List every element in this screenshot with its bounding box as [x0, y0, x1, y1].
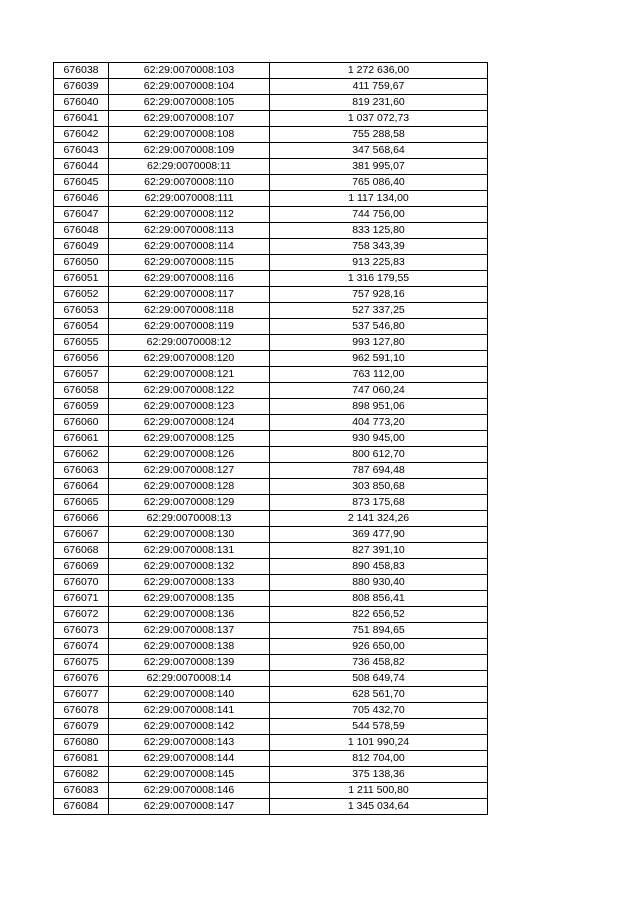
cadastral-number-cell: 62:29:0070008:135	[109, 591, 270, 607]
table-row	[54, 511, 488, 527]
table-row	[54, 639, 488, 655]
value-cell: 765 086,40	[270, 175, 488, 191]
cadastral-number-cell: 62:29:0070008:103	[109, 63, 270, 79]
value-cell: 873 175,68	[270, 495, 488, 511]
value-cell: 369 477,90	[270, 527, 488, 543]
value-cell: 1 316 179,55	[270, 271, 488, 287]
table-row	[54, 431, 488, 447]
row-number-cell: 676070	[54, 575, 109, 591]
cadastral-number-cell: 62:29:0070008:121	[109, 367, 270, 383]
table-row	[54, 159, 488, 175]
table-body	[54, 63, 488, 815]
value-cell: 705 432,70	[270, 703, 488, 719]
cadastral-number-cell: 62:29:0070008:128	[109, 479, 270, 495]
value-cell: 898 951,06	[270, 399, 488, 415]
value-cell: 880 930,40	[270, 575, 488, 591]
cadastral-number-cell: 62:29:0070008:147	[109, 799, 270, 815]
cadastral-number-cell: 62:29:0070008:107	[109, 111, 270, 127]
table-row	[54, 223, 488, 239]
value-cell: 1 117 134,00	[270, 191, 488, 207]
table-row	[54, 271, 488, 287]
cadastral-value-table	[53, 62, 488, 815]
value-cell: 926 650,00	[270, 639, 488, 655]
row-number-cell: 676064	[54, 479, 109, 495]
table-row	[54, 239, 488, 255]
row-number-cell: 676079	[54, 719, 109, 735]
value-cell: 2 141 324,26	[270, 511, 488, 527]
cadastral-number-cell: 62:29:0070008:111	[109, 191, 270, 207]
cadastral-number-cell: 62:29:0070008:12	[109, 335, 270, 351]
row-number-cell: 676082	[54, 767, 109, 783]
table-row	[54, 655, 488, 671]
cadastral-number-cell: 62:29:0070008:11	[109, 159, 270, 175]
value-cell: 628 561,70	[270, 687, 488, 703]
cadastral-number-cell: 62:29:0070008:122	[109, 383, 270, 399]
value-cell: 1 345 034,64	[270, 799, 488, 815]
row-number-cell: 676055	[54, 335, 109, 351]
table-row	[54, 751, 488, 767]
cadastral-number-cell: 62:29:0070008:144	[109, 751, 270, 767]
table-row	[54, 191, 488, 207]
row-number-cell: 676057	[54, 367, 109, 383]
cadastral-number-cell: 62:29:0070008:115	[109, 255, 270, 271]
cadastral-number-cell: 62:29:0070008:140	[109, 687, 270, 703]
value-cell: 508 649,74	[270, 671, 488, 687]
row-number-cell: 676083	[54, 783, 109, 799]
cadastral-number-cell: 62:29:0070008:116	[109, 271, 270, 287]
cadastral-number-cell: 62:29:0070008:119	[109, 319, 270, 335]
table-row	[54, 127, 488, 143]
row-number-cell: 676073	[54, 623, 109, 639]
row-number-cell: 676053	[54, 303, 109, 319]
row-number-cell: 676067	[54, 527, 109, 543]
value-cell: 993 127,80	[270, 335, 488, 351]
value-cell: 1 101 990,24	[270, 735, 488, 751]
table-row	[54, 367, 488, 383]
value-cell: 1 272 636,00	[270, 63, 488, 79]
row-number-cell: 676058	[54, 383, 109, 399]
table-row	[54, 79, 488, 95]
value-cell: 822 656,52	[270, 607, 488, 623]
row-number-cell: 676050	[54, 255, 109, 271]
row-number-cell: 676066	[54, 511, 109, 527]
table-row	[54, 143, 488, 159]
row-number-cell: 676072	[54, 607, 109, 623]
cadastral-number-cell: 62:29:0070008:126	[109, 447, 270, 463]
cadastral-number-cell: 62:29:0070008:130	[109, 527, 270, 543]
row-number-cell: 676045	[54, 175, 109, 191]
table-row	[54, 671, 488, 687]
table-row	[54, 719, 488, 735]
value-cell: 544 578,59	[270, 719, 488, 735]
row-number-cell: 676065	[54, 495, 109, 511]
cadastral-number-cell: 62:29:0070008:139	[109, 655, 270, 671]
cadastral-number-cell: 62:29:0070008:108	[109, 127, 270, 143]
value-cell: 755 288,58	[270, 127, 488, 143]
value-cell: 787 694,48	[270, 463, 488, 479]
cadastral-number-cell: 62:29:0070008:146	[109, 783, 270, 799]
row-number-cell: 676071	[54, 591, 109, 607]
table-row	[54, 591, 488, 607]
table-row	[54, 447, 488, 463]
row-number-cell: 676077	[54, 687, 109, 703]
row-number-cell: 676075	[54, 655, 109, 671]
cadastral-number-cell: 62:29:0070008:129	[109, 495, 270, 511]
cadastral-number-cell: 62:29:0070008:105	[109, 95, 270, 111]
cadastral-number-cell: 62:29:0070008:117	[109, 287, 270, 303]
row-number-cell: 676076	[54, 671, 109, 687]
cadastral-number-cell: 62:29:0070008:131	[109, 543, 270, 559]
row-number-cell: 676052	[54, 287, 109, 303]
value-cell: 381 995,07	[270, 159, 488, 175]
cadastral-number-cell: 62:29:0070008:143	[109, 735, 270, 751]
table-row	[54, 95, 488, 111]
value-cell: 827 391,10	[270, 543, 488, 559]
row-number-cell: 676062	[54, 447, 109, 463]
table-row	[54, 175, 488, 191]
value-cell: 833 125,80	[270, 223, 488, 239]
row-number-cell: 676063	[54, 463, 109, 479]
value-cell: 913 225,83	[270, 255, 488, 271]
table-row	[54, 767, 488, 783]
table-row	[54, 607, 488, 623]
value-cell: 404 773,20	[270, 415, 488, 431]
row-number-cell: 676044	[54, 159, 109, 175]
table-row	[54, 559, 488, 575]
table-row	[54, 543, 488, 559]
cadastral-number-cell: 62:29:0070008:112	[109, 207, 270, 223]
table-row	[54, 335, 488, 351]
row-number-cell: 676046	[54, 191, 109, 207]
row-number-cell: 676040	[54, 95, 109, 111]
value-cell: 347 568,64	[270, 143, 488, 159]
value-cell: 890 458,83	[270, 559, 488, 575]
table-row	[54, 399, 488, 415]
cadastral-number-cell: 62:29:0070008:133	[109, 575, 270, 591]
table-row	[54, 319, 488, 335]
cadastral-number-cell: 62:29:0070008:136	[109, 607, 270, 623]
row-number-cell: 676039	[54, 79, 109, 95]
value-cell: 537 546,80	[270, 319, 488, 335]
table-row	[54, 735, 488, 751]
row-number-cell: 676048	[54, 223, 109, 239]
value-cell: 962 591,10	[270, 351, 488, 367]
table-row	[54, 799, 488, 815]
cadastral-number-cell: 62:29:0070008:124	[109, 415, 270, 431]
value-cell: 758 343,39	[270, 239, 488, 255]
cadastral-number-cell: 62:29:0070008:104	[109, 79, 270, 95]
value-cell: 757 928,16	[270, 287, 488, 303]
value-cell: 375 138,36	[270, 767, 488, 783]
value-cell: 736 458,82	[270, 655, 488, 671]
cadastral-number-cell: 62:29:0070008:142	[109, 719, 270, 735]
row-number-cell: 676069	[54, 559, 109, 575]
table-row	[54, 287, 488, 303]
row-number-cell: 676042	[54, 127, 109, 143]
row-number-cell: 676081	[54, 751, 109, 767]
cadastral-number-cell: 62:29:0070008:13	[109, 511, 270, 527]
cadastral-number-cell: 62:29:0070008:145	[109, 767, 270, 783]
table-row	[54, 463, 488, 479]
row-number-cell: 676056	[54, 351, 109, 367]
row-number-cell: 676060	[54, 415, 109, 431]
cadastral-number-cell: 62:29:0070008:14	[109, 671, 270, 687]
row-number-cell: 676068	[54, 543, 109, 559]
row-number-cell: 676059	[54, 399, 109, 415]
cadastral-number-cell: 62:29:0070008:114	[109, 239, 270, 255]
table-row	[54, 623, 488, 639]
cadastral-number-cell: 62:29:0070008:118	[109, 303, 270, 319]
table-row	[54, 351, 488, 367]
cadastral-number-cell: 62:29:0070008:127	[109, 463, 270, 479]
table-row	[54, 687, 488, 703]
table-row	[54, 207, 488, 223]
table-row	[54, 575, 488, 591]
row-number-cell: 676043	[54, 143, 109, 159]
table-row	[54, 783, 488, 799]
row-number-cell: 676051	[54, 271, 109, 287]
cadastral-number-cell: 62:29:0070008:132	[109, 559, 270, 575]
cadastral-number-cell: 62:29:0070008:138	[109, 639, 270, 655]
cadastral-number-cell: 62:29:0070008:120	[109, 351, 270, 367]
row-number-cell: 676061	[54, 431, 109, 447]
value-cell: 763 112,00	[270, 367, 488, 383]
table-row	[54, 255, 488, 271]
row-number-cell: 676047	[54, 207, 109, 223]
table-row	[54, 495, 488, 511]
cadastral-number-cell: 62:29:0070008:113	[109, 223, 270, 239]
table-row	[54, 63, 488, 79]
row-number-cell: 676054	[54, 319, 109, 335]
table-row	[54, 303, 488, 319]
cadastral-number-cell: 62:29:0070008:137	[109, 623, 270, 639]
table-row	[54, 383, 488, 399]
row-number-cell: 676084	[54, 799, 109, 815]
value-cell: 1 037 072,73	[270, 111, 488, 127]
row-number-cell: 676080	[54, 735, 109, 751]
value-cell: 303 850,68	[270, 479, 488, 495]
value-cell: 812 704,00	[270, 751, 488, 767]
value-cell: 751 894,65	[270, 623, 488, 639]
cadastral-number-cell: 62:29:0070008:141	[109, 703, 270, 719]
table-row	[54, 703, 488, 719]
row-number-cell: 676074	[54, 639, 109, 655]
value-cell: 808 856,41	[270, 591, 488, 607]
value-cell: 744 756,00	[270, 207, 488, 223]
value-cell: 930 945,00	[270, 431, 488, 447]
cadastral-number-cell: 62:29:0070008:110	[109, 175, 270, 191]
table-row	[54, 111, 488, 127]
cadastral-number-cell: 62:29:0070008:109	[109, 143, 270, 159]
value-cell: 1 211 500,80	[270, 783, 488, 799]
value-cell: 747 060,24	[270, 383, 488, 399]
table-row	[54, 415, 488, 431]
cadastral-number-cell: 62:29:0070008:125	[109, 431, 270, 447]
row-number-cell: 676041	[54, 111, 109, 127]
value-cell: 411 759,67	[270, 79, 488, 95]
row-number-cell: 676038	[54, 63, 109, 79]
value-cell: 527 337,25	[270, 303, 488, 319]
table-row	[54, 479, 488, 495]
row-number-cell: 676078	[54, 703, 109, 719]
cadastral-number-cell: 62:29:0070008:123	[109, 399, 270, 415]
table-row	[54, 527, 488, 543]
value-cell: 800 612,70	[270, 447, 488, 463]
value-cell: 819 231,60	[270, 95, 488, 111]
row-number-cell: 676049	[54, 239, 109, 255]
